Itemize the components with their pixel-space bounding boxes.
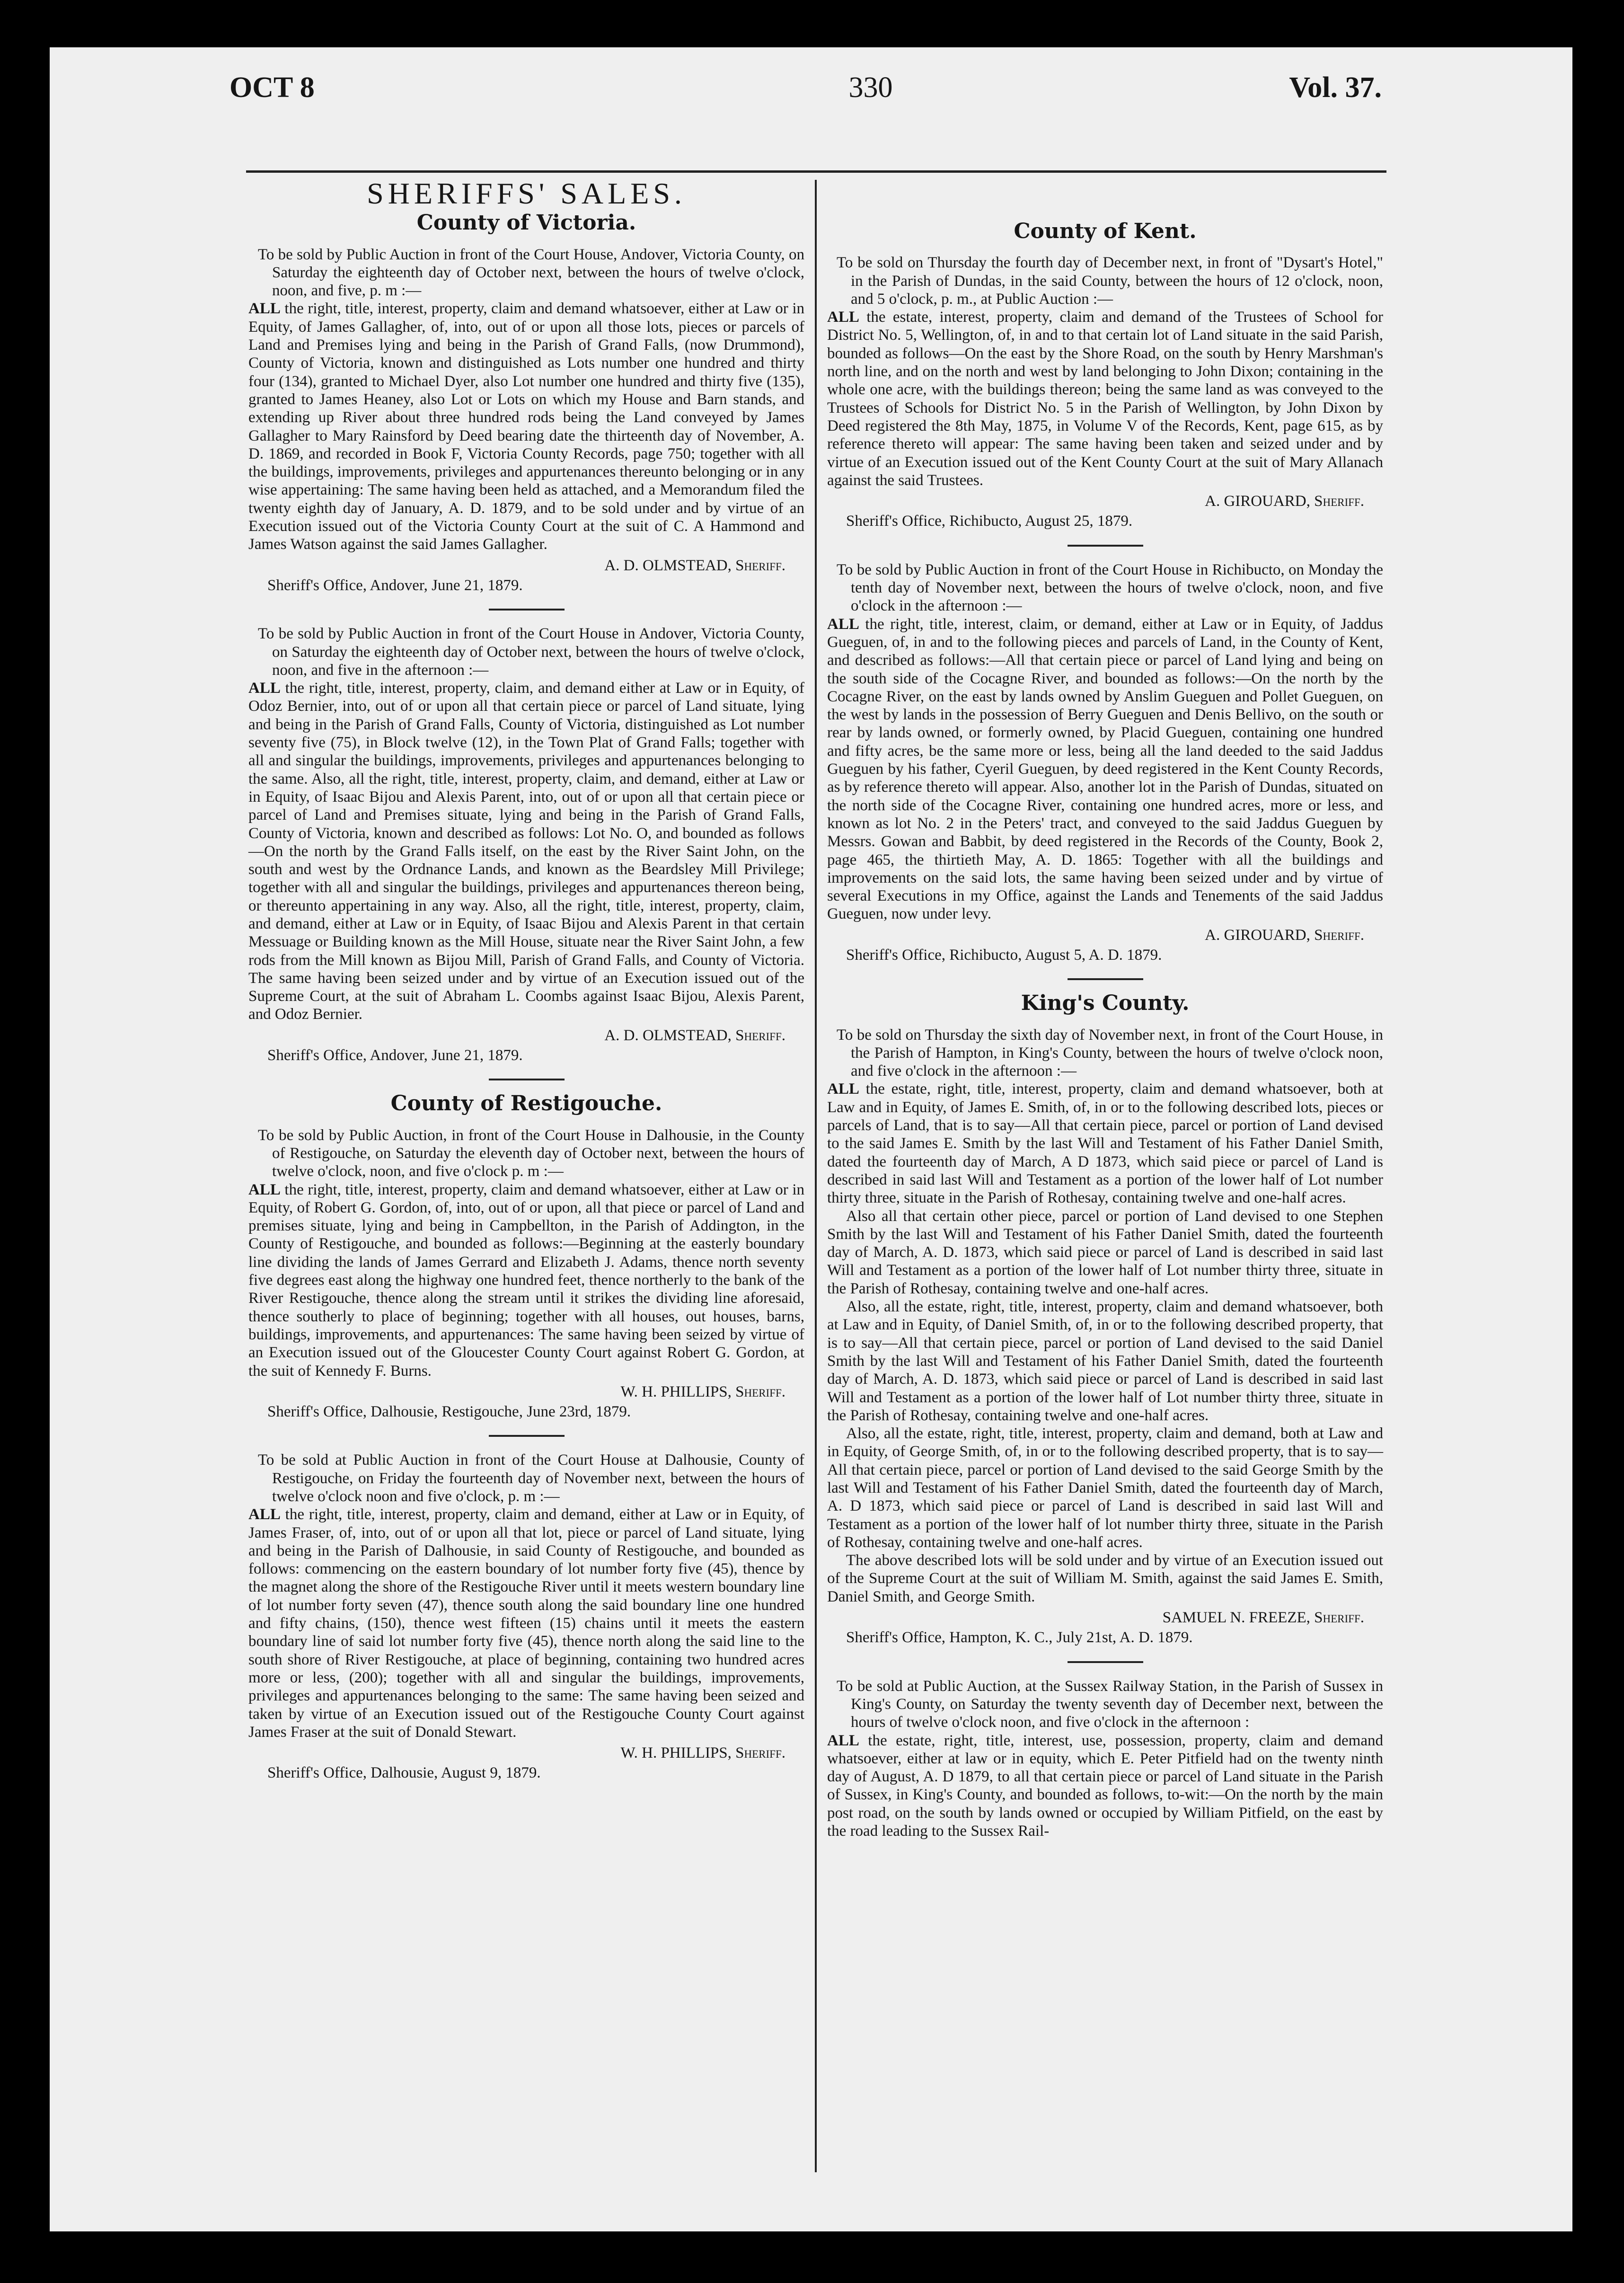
notice-paragraph: Also all that certain other piece, parcel or portion of Land devised to one Stephen Smith by the last Will and Testament of his Father Daniel Smith, dated the fourteenth day of March, A. D. 1873, which said piece or parcel of Land is described in said last Will and Testament as a portion of the lower half of Lot number thirty three, situate in the Parish of Rothesay, containing twelve and one-half acres. (827, 1207, 1383, 1297)
county-heading-kent: County of Kent. (1014, 219, 1197, 243)
sheriff-office-date: Sheriff's Office, Dalhousie, August 9, 1879. (267, 1764, 541, 1782)
sheriff-signature: SAMUEL N. FREEZE, Sheriff. (1162, 1609, 1364, 1627)
sheriff-office-date: Sheriff's Office, Richibucto, August 25, 1879. (846, 513, 1133, 530)
section-title: SHERIFFS' SALES. (367, 177, 686, 210)
notice-gueguen (827, 561, 1383, 965)
notice-separator (1068, 978, 1143, 980)
notice-intro: To be sold by Public Auction in front of the Court House in Andover, Victoria County, on Saturday the eighteenth day of October next, between the hours of twelve o'clock, noon, and five in the afternoon :— (258, 625, 804, 679)
notice-gallagher (248, 246, 804, 595)
sheriff-office-date: Sheriff's Office, Dalhousie, Restigouche, June 23rd, 1879. (267, 1403, 631, 1421)
notice-intro: To be sold on Thursday the sixth day of November next, in front of the Court House, in the Parish of Hampton, in King's County, between the hours of twelve o'clock noon, and five o'clock in the afternoon :— (837, 1026, 1383, 1080)
notice-school-trustees (827, 254, 1383, 530)
notice-paragraph: The above described lots will be sold under and by virtue of an Execution issued out of the Supreme Court at the suit of William M. Smith, against the said James E. Smith, Daniel Smith, and George Smith. (827, 1552, 1383, 1605)
right-column (827, 219, 1383, 1840)
notice-smith (827, 1026, 1383, 1647)
notice-separator (489, 1435, 565, 1437)
notice-body: ALL the right, title, interest, property, claim, and demand either at Law or in Equity, of Odoz Bernier, into, out of or upon all that certain piece or parcel of Land situate, lying and being in the Parish of Grand Falls, County of Victoria, distinguished as Lot number seventy five (75), in Block twelve (12), in the Town Plat of Grand Falls; together with all and singular the buildings, improvements, privileges and appurtenances belonging to the same. Also, all the right, title, interest, property, claim, and demand, either at Law or in Equity, of Isaac Bijou and Alexis Parent, into, out of or upon all that certain piece or parcel of Land and Premises situate, lying and being in the Parish of Grand Falls, County of Victoria, known and described as follows: Lot No. O, and bounded as follows—On the north by the Grand Falls itself, on the east by the River Saint John, on the south and west by the Ordnance Lands, and known as the Beardsley Mill Privilege; together with all and singular the buildings, privileges and appurtenances thereon being, or thereunto appertaining in any way. Also, all the right, title, interest, property, claim, and demand, either at Law or in Equity, of Isaac Bijou and Alexis Parent in that certain Messuage or Building known as the Mill House, situate near the River Saint John, a few rods from the Mill known as Bijou Mill, Parish of Grand Falls, and County of Victoria. The same having been seized under and by virtue of an Execution issued out of the Supreme Court, at the suit of Abraham L. Coombs against Isaac Bijou, Alexis Parent, and Odoz Bernier. (248, 680, 804, 1023)
notice-body: ALL the right, title, interest, property, claim and demand whatsoever, either at Law or in Equity, of James Gallagher, of, into, out of or upon all those lots, pieces or parcels of Land and Premises lying and being in the Parish of Grand Falls, (now Drummond), County of Victoria, known and distinguished as Lots number one hundred and thirty four (134), granted to Michael Dyer, also Lot number one hundred and thirty five (135), granted to James Heaney, also Lot or Lots on which my House and Barn stands, and extending up River about three hundred rods being the Land conveyed by James Gallagher to Mary Rainsford by Deed bearing date the thirteenth day of November, A. D. 1869, and recorded in Book F, Victoria County Records, page 750; together with all the buildings, improvements, privileges and appurtenances thereunto belonging or in any wise appertaining: The same having been held as attached, and a Memorandum filed the twenty eighth day of January, A. D. 1879, and to be sold under and by virtue of an Execution issued out of the Victoria County Court at the suit of C. A Hammond and James Watson against the said James Gallagher. (248, 300, 804, 553)
notice-intro: To be sold on Thursday the fourth day of December next, in front of "Dysart's Hotel," in the Parish of Dundas, in the said County, between the hours of 12 o'clock, noon, and 5 o'clock, p. m., at Public Auction :— (837, 254, 1383, 308)
county-heading-victoria: County of Victoria. (416, 211, 636, 235)
county-heading-kings: King's County. (1021, 991, 1190, 1016)
column-divider (815, 180, 817, 2172)
sheriff-signature: W. H. PHILLIPS, Sheriff. (620, 1383, 786, 1400)
notice-separator (1068, 1661, 1143, 1663)
notice-separator (489, 1079, 565, 1080)
sheriff-signature: A. D. OLMSTEAD, Sheriff. (604, 1026, 786, 1044)
issue-date: OCT 8 (229, 71, 315, 104)
page-number: 330 (848, 71, 893, 104)
left-column (248, 170, 804, 1782)
notice-intro: To be sold at Public Auction, at the Sussex Railway Station, in the Parish of Sussex in King's County, on Saturday the twenty seventh day of December next, between the hours of twelve o'clock noon, and five o'clock in the afternoon : (837, 1677, 1383, 1731)
sheriff-signature: A. D. OLMSTEAD, Sheriff. (604, 557, 786, 574)
notice-body: ALL the right, title, interest, claim, or demand, either at Law or in Equity, of Jaddus Gueguen, of, in and to the following pieces and parcels of Land, in the County of Kent, and described as follows:—All that certain piece or parcel of Land lying and being on the south side of the Cocagne River, and bounded as follows:—On the north by the Cocagne River, on the east by lands owned by Anslim Gueguen and Pollet Gueguen, on the west by lands in the possession of Berry Gueguen and Denis Bellivo, on the south or rear by lands owned, or formerly owned, by Placid Gueguen, containing one hundred and fifty acres, be the same more or less, being all the land deeded to the said Jaddus Gueguen by his father, Cyeril Gueguen, by deed registered in the Kent County Records, as by reference thereto will appear. Also, another lot in the Parish of Dundas, situated on the north side of the Cocagne River, containing one hundred acres, more or less, and known as lot No. 2 in the Peters' tract, and conveyed to the said Jaddus Gueguen by Messrs. Gowan and Babbit, by deed registered in the Records of the County, Book 2, page 465, the thirtieth May, A. D. 1865: Together with all the buildings and improvements on the said lots, the same having been seized under and by virtue of several Executions in my Office, against the Lands and Tenements of the said Jaddus Gueguen, now under levy. (827, 615, 1383, 923)
sheriff-office-date: Sheriff's Office, Andover, June 21, 1879. (267, 1047, 523, 1064)
notice-pitfield (827, 1677, 1383, 1841)
sheriff-office-date: Sheriff's Office, Hampton, K. C., July 21st, A. D. 1879. (846, 1629, 1193, 1646)
notice-bernier (248, 625, 804, 1064)
county-heading-restigouche: County of Restigouche. (390, 1091, 662, 1116)
sheriff-signature: A. GIROUARD, Sheriff. (1205, 493, 1364, 510)
notice-separator (489, 609, 565, 611)
notice-body: ALL the right, title, interest, property, claim and demand, either at Law or in Equity, of James Fraser, of, into, out of or upon all that lot, piece or parcel of Land situate, lying and being in the Parish of Dalhousie, in said County of Restigouche, and bounded as follows: commencing on the eastern boundary of lot number forty five (45), thence by the magnet along the shore of the Restigouche River until it meets western boundary line of lot number forty seven (47), thence south along the said boundary line one hundred and fifty chains, (150), thence west fifteen (15) chains until it meets the eastern boundary line of said lot number forty five (45), thence north along the said line to the south shore of River Restigouche, at place of beginning, containing two hundred acres more or less, (200); together with all and singular the buildings, improvements, privileges and appurtenances belonging to the same: The same having been seized and taken by virtue of an Execution issued out of the Restigouche County Court against James Fraser at the suit of Donald Stewart. (248, 1506, 804, 1741)
notice-separator (1068, 545, 1143, 547)
notice-body: ALL the estate, interest, property, claim and demand of the Trustees of School for District No. 5, Wellington, of, in and to that certain lot of Land situate in the said Parish, bounded as follows—On the east by the Shore Road, on the south by Henry Marshman's north line, and on the north and west by land belonging to John Dixon; containing in the whole one acre, with the buildings thereon; being the same land as was conveyed to the Trustees of Schools for District No. 5 in the Parish of Wellington, by John Dixon by Deed registered the 8th May, 1875, in Volume V of the Records, Kent, page 615, as by reference thereto will appear: The same having been taken and seized under and by virtue of an Execution issued out of the Kent County Court at the suit of Mary Allanach against the said Trustees. (827, 309, 1383, 489)
sheriff-office-date: Sheriff's Office, Andover, June 21, 1879. (267, 576, 523, 594)
sheriff-signature: W. H. PHILLIPS, Sheriff. (620, 1744, 786, 1762)
notice-intro: To be sold at Public Auction in front of the Court House at Dalhousie, County of Restigouche, on Friday the fourteenth day of November next, between the hours of twelve o'clock noon and five o'clock, p. m :— (258, 1451, 804, 1505)
notice-intro: To be sold by Public Auction, in front of the Court House in Dalhousie, in the County of Restigouche, on Saturday the eleventh day of October next, between the hours of twelve o'clock, noon, and five o'clock p. m :— (258, 1126, 804, 1180)
notice-paragraph: Also, all the estate, right, title, interest, property, claim and demand, both at Law and in Equity, of George Smith, of, in or to the following described property, that is to say—All that certain piece, parcel or portion of Land devised to the said George Smith by the last Will and Testament of his Father Daniel Smith, dated the fourteenth day of March, A. D 1873, which said piece or parcel of Land is described in said last Will and Testament as a portion of the lower half of lot number thirty three, situate in the Parish of Rothesay, containing twelve and one-half acres. (827, 1425, 1383, 1551)
notice-body: ALL the right, title, interest, property, claim and demand whatsoever, either at Law or in Equity, of Robert G. Gordon, of, into, out of or upon, all that piece or parcel of Land and premises situate, lying and being in Campbellton, in the Parish of Addington, in the County of Restigouche, and bounded as follows:—Beginning at the easterly boundary line dividing the lands of James Gerrard and Elizabeth J. Adams, thence north seventy five degrees east along the highway one hundred feet, thence northerly to the bank of the River Restigouche, thence along the stream until it strikes the dividing line aforesaid, thence southerly to place of beginning; together with all houses, out houses, barns, buildings, improvements, and appurtenances: The same having been seized by virtue of an Execution issued out of the Gloucester County Court against Robert G. Gordon, at the suit of Kennedy F. Burns. (248, 1181, 804, 1380)
notice-intro: To be sold by Public Auction in front of the Court House in Richibucto, on Monday the tenth day of November next, between the hours of twelve o'clock, noon, and five o'clock in the afternoon :— (837, 561, 1383, 615)
notice-body: ALL the estate, right, title, interest, use, possession, property, claim and demand whatsoever, either at law or in equity, which E. Peter Pitfield had on the twenty ninth day of August, A. D 1879, to all that certain piece or parcel of Land situate in the Parish of Sussex, in King's County, and bounded as follows, to-wit:—On the north by the main post road, on the south by lands owned or occupied by William Pitfield, on the east by the road leading to the Sussex Rail- (827, 1732, 1383, 1840)
volume-number: Vol. 37. (1289, 71, 1382, 104)
sheriff-signature: A. GIROUARD, Sheriff. (1205, 926, 1364, 944)
sheriff-office-date: Sheriff's Office, Richibucto, August 5, A. D. 1879. (846, 946, 1162, 964)
notice-fraser (248, 1451, 804, 1782)
notice-body: ALL the estate, right, title, interest, property, claim and demand whatsoever, both at Law and in Equity, of James E. Smith, of, in or to the following described lots, pieces or parcels of Land, that is to say—All that certain piece, parcel or portion of Land devised to the said James E. Smith by the last Will and Testament of his Father Daniel Smith, dated the fourteenth day of March, A D 1873, which said piece or parcel of Land is described in said last Will and Testament as a portion of the lower half of Lot number thirty three, situate in the Parish of Rothesay, containing twelve and one-half acres. (827, 1080, 1383, 1207)
notice-gordon (248, 1126, 804, 1421)
notice-paragraph: Also, all the estate, right, title, interest, property, claim and demand whatsoever, both at Law and in Equity, of Daniel Smith, of, in or to the following described property, that is to say—All that certain piece, parcel or portion of Land devised to the said Daniel Smith by the last Will and Testament of his Father Daniel Smith, dated the fourteenth day of March, A. D. 1873, which said piece or parcel of Land is described in said last Will and Testament as a portion of the lower half of Lot number thirty three, situate in the Parish of Rothesay, containing twelve and one-half acres. (827, 1298, 1383, 1424)
notice-intro: To be sold by Public Auction in front of the Court House, Andover, Victoria County, on Saturday the eighteenth day of October next, between the hours of twelve o'clock, noon, and five, p. m :— (258, 246, 804, 300)
